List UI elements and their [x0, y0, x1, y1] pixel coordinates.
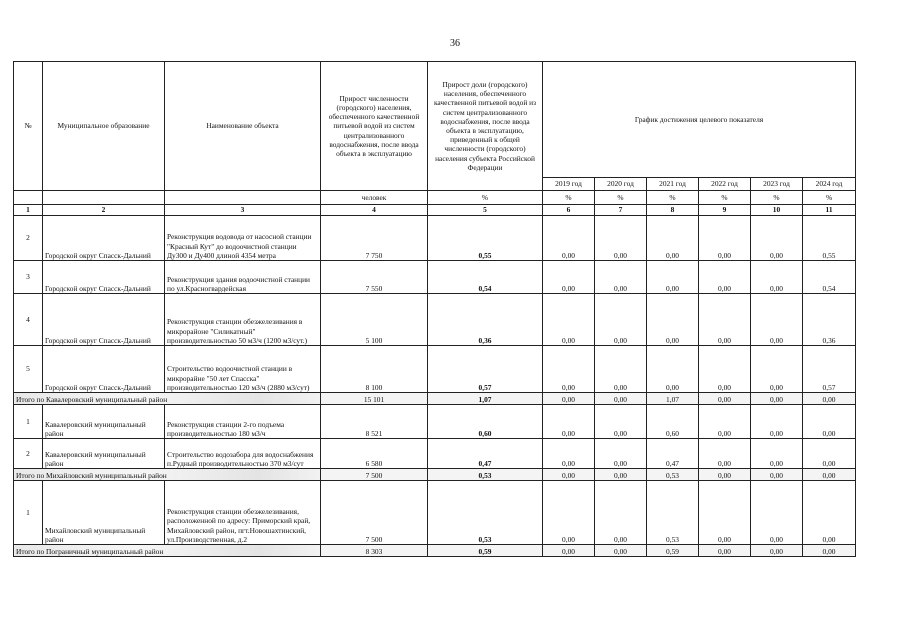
total-row	[14, 545, 856, 557]
column-numbers-row	[14, 205, 856, 216]
year-value: 0,00	[751, 294, 803, 346]
year-value: 0,00	[699, 261, 751, 294]
population-growth: 5 100	[321, 294, 428, 346]
units-row	[14, 191, 856, 205]
population-growth: 6 580	[321, 439, 428, 469]
total-share: 1,07	[428, 393, 543, 405]
year-value: 0,00	[595, 469, 647, 481]
row-number: 1	[14, 481, 43, 545]
year-value: 0,00	[543, 346, 595, 393]
year-value: 0,00	[595, 216, 647, 261]
year-value: 0,00	[647, 216, 699, 261]
object-name: Строительство водоочистной станции в микрорайне "50 лет Спасска" производительностью 120 м3/ч (2880 м3/сут)	[165, 346, 321, 393]
year-value: 0,00	[543, 405, 595, 439]
year-header: 2022 год	[699, 178, 751, 191]
year-value: 0,00	[751, 405, 803, 439]
total-people: 15 101	[321, 393, 428, 405]
year-value: 0,00	[543, 439, 595, 469]
table-row	[14, 405, 856, 439]
year-value: 0,00	[595, 294, 647, 346]
share-growth: 0,53	[428, 481, 543, 545]
column-number: 8	[647, 205, 699, 216]
municipality-name: Городской округ Спасск-Дальний	[43, 346, 165, 393]
year-value: 0,00	[543, 393, 595, 405]
share-growth: 0,36	[428, 294, 543, 346]
year-value: 0,00	[699, 393, 751, 405]
header-row	[14, 62, 856, 178]
column-number: 5	[428, 205, 543, 216]
year-value: 0,00	[647, 294, 699, 346]
table-row	[14, 481, 856, 545]
column-number: 9	[699, 205, 751, 216]
header-no: №	[14, 62, 43, 191]
object-name: Строительство водозабора для водоснабжения п.Рудный производительностью 370 м3/сут	[165, 439, 321, 469]
population-growth: 8 100	[321, 346, 428, 393]
total-label: Итого по Михайловский муниципальный район	[14, 469, 321, 481]
year-value: 0,54	[803, 261, 856, 294]
row-number: 1	[14, 405, 43, 439]
year-value: 0,00	[543, 294, 595, 346]
year-value: 0,57	[803, 346, 856, 393]
year-value: 0,00	[699, 405, 751, 439]
year-value: 0,00	[751, 216, 803, 261]
year-value: 0,00	[595, 439, 647, 469]
municipality-name: Городской округ Спасск-Дальний	[43, 261, 165, 294]
year-value: 0,00	[543, 545, 595, 557]
year-value: 0,00	[751, 439, 803, 469]
year-value: 0,00	[803, 481, 856, 545]
year-value: 0,00	[803, 545, 856, 557]
year-header: 2024 год	[803, 178, 856, 191]
year-value: 0,00	[699, 294, 751, 346]
table-row	[14, 261, 856, 294]
header-share-growth: Прирост доли (городского) населения, обеспеченного качественной питьевой водой из систем централизованного водоснабжения, после ввода объекта в эксплуатацию, приведенный к общей численности (городского) населения субъекта Российской Федерации	[428, 62, 543, 191]
year-value: 0,55	[803, 216, 856, 261]
year-value: 0,53	[647, 481, 699, 545]
year-value: 0,00	[751, 346, 803, 393]
header-object: Наименование объекта	[165, 62, 321, 191]
year-header: 2019 год	[543, 178, 595, 191]
year-value: 0,00	[751, 545, 803, 557]
unit-percent: %	[699, 191, 751, 205]
column-number: 2	[43, 205, 165, 216]
year-value: 0,00	[595, 481, 647, 545]
year-value: 0,47	[647, 439, 699, 469]
municipality-name: Городской округ Спасск-Дальний	[43, 294, 165, 346]
table-row	[14, 294, 856, 346]
population-growth: 7 750	[321, 216, 428, 261]
object-name: Реконструкция станции обезжелезивания, расположенной по адресу: Приморский край, Михайловский район, пгт.Новошахтинский, ул.Производственная, д.2	[165, 481, 321, 545]
column-number: 6	[543, 205, 595, 216]
year-header: 2020 год	[595, 178, 647, 191]
year-value: 0,00	[595, 545, 647, 557]
year-value: 0,00	[803, 469, 856, 481]
year-value: 0,00	[543, 469, 595, 481]
year-value: 0,00	[803, 439, 856, 469]
column-number: 7	[595, 205, 647, 216]
share-growth: 0,54	[428, 261, 543, 294]
year-value: 0,00	[751, 393, 803, 405]
year-value: 0,00	[595, 261, 647, 294]
year-value: 0,00	[595, 405, 647, 439]
year-value: 0,00	[595, 393, 647, 405]
year-value: 0,00	[699, 216, 751, 261]
unit-percent: %	[428, 191, 543, 205]
total-row	[14, 393, 856, 405]
total-people: 8 303	[321, 545, 428, 557]
year-value: 0,00	[543, 261, 595, 294]
year-value: 0,00	[803, 405, 856, 439]
unit-percent: %	[595, 191, 647, 205]
column-number: 11	[803, 205, 856, 216]
year-value: 0,00	[595, 346, 647, 393]
year-value: 0,00	[647, 346, 699, 393]
total-row	[14, 469, 856, 481]
total-share: 0,59	[428, 545, 543, 557]
year-value: 0,00	[543, 481, 595, 545]
object-name: Реконструкция станции 2-го подъема производительностью 180 м3/ч	[165, 405, 321, 439]
share-growth: 0,57	[428, 346, 543, 393]
header-schedule: График достижения целевого показателя	[543, 62, 856, 178]
year-value: 0,00	[751, 481, 803, 545]
population-growth: 8 521	[321, 405, 428, 439]
population-growth: 7 550	[321, 261, 428, 294]
year-value: 0,00	[543, 216, 595, 261]
year-value: 0,00	[751, 469, 803, 481]
year-value: 0,60	[647, 405, 699, 439]
year-header: 2023 год	[751, 178, 803, 191]
municipality-name: Михайловский муниципальный район	[43, 481, 165, 545]
unit-percent: %	[543, 191, 595, 205]
object-name: Реконструкция станции обезжелезивания в микрорайоне "Силикатный" производительностью 50 м3/ч (1200 м3/сут.)	[165, 294, 321, 346]
year-value: 0,00	[647, 261, 699, 294]
year-value: 0,00	[699, 545, 751, 557]
year-value: 0,00	[751, 261, 803, 294]
total-people: 7 500	[321, 469, 428, 481]
population-growth: 7 500	[321, 481, 428, 545]
column-number: 4	[321, 205, 428, 216]
municipality-name: Кавалеровский муниципальный район	[43, 439, 165, 469]
year-value: 0,00	[699, 346, 751, 393]
year-value: 0,00	[699, 469, 751, 481]
column-number: 3	[165, 205, 321, 216]
year-header: 2021 год	[647, 178, 699, 191]
year-value: 0,00	[699, 439, 751, 469]
row-number: 2	[14, 439, 43, 469]
column-number: 10	[751, 205, 803, 216]
year-value: 0,36	[803, 294, 856, 346]
row-number: 5	[14, 346, 43, 393]
unit-percent: %	[751, 191, 803, 205]
share-growth: 0,47	[428, 439, 543, 469]
page-number: 36	[450, 38, 460, 49]
municipality-name: Городской округ Спасск-Дальний	[43, 216, 165, 261]
unit-percent: %	[647, 191, 699, 205]
row-number: 2	[14, 216, 43, 261]
year-value: 0,00	[803, 393, 856, 405]
year-value: 0,53	[647, 469, 699, 481]
unit-people: человек	[321, 191, 428, 205]
total-label: Итого по Пограничный муниципальный район	[14, 545, 321, 557]
municipality-name: Кавалеровский муниципальный район	[43, 405, 165, 439]
table-row	[14, 346, 856, 393]
table-row	[14, 439, 856, 469]
object-name: Реконструкция здания водоочистной станции по ул.Красногвардейская	[165, 261, 321, 294]
share-growth: 0,55	[428, 216, 543, 261]
year-value: 0,59	[647, 545, 699, 557]
column-number: 1	[14, 205, 43, 216]
header-municipality: Муниципальное образование	[43, 62, 165, 191]
share-growth: 0,60	[428, 405, 543, 439]
table-row	[14, 216, 856, 261]
row-number: 4	[14, 294, 43, 346]
object-name: Реконструкция водовода от насосной станции "Красный Кут" до водоочистной станции Ду300 и Ду400 длиной 4354 метра	[165, 216, 321, 261]
total-label: Итого по Кавалеровский муниципальный район	[14, 393, 321, 405]
year-value: 0,00	[699, 481, 751, 545]
year-value: 1,07	[647, 393, 699, 405]
row-number: 3	[14, 261, 43, 294]
total-share: 0,53	[428, 469, 543, 481]
target-indicator-table	[13, 61, 856, 557]
header-population-growth: Прирост численности (городского) населения, обеспеченного качественной питьевой водой из систем централизованного водоснабжения, после ввода объекта в эксплуатацию	[321, 62, 428, 191]
unit-percent: %	[803, 191, 856, 205]
